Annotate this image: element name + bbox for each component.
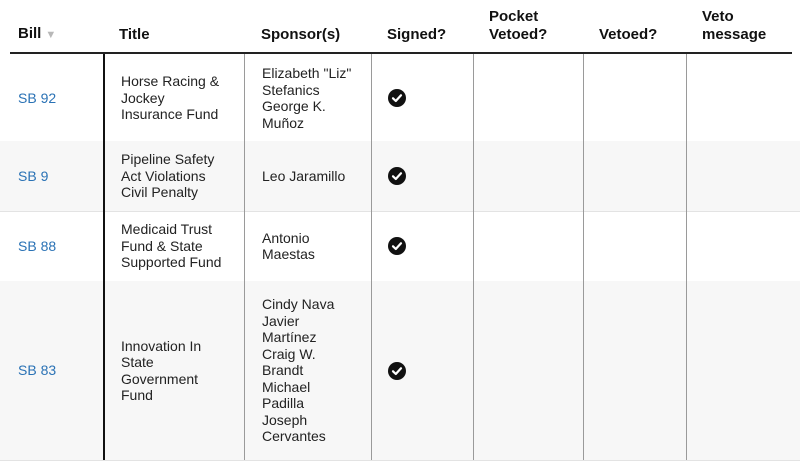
table-row <box>0 211 800 281</box>
sponsors-cell <box>262 55 351 141</box>
column-header-pocket-line1: Pocket <box>489 8 539 25</box>
bill-title <box>121 221 221 271</box>
sponsor-line: Brandt <box>262 362 304 379</box>
check-circle-icon <box>388 89 406 107</box>
title-cell <box>121 141 214 211</box>
bill-link[interactable]: SB 9 <box>18 167 49 184</box>
column-header-veto-line2: message <box>702 26 767 43</box>
sponsors-cell <box>262 141 345 211</box>
bill-cell <box>18 55 56 141</box>
table-row <box>0 281 800 460</box>
bill-link[interactable]: SB 88 <box>18 237 57 254</box>
column-header-pocket-line2: Vetoed? <box>489 26 548 43</box>
check-circle-icon <box>388 167 406 185</box>
column-divider-title <box>103 54 105 460</box>
sponsor-line: Leo Jaramillo <box>262 167 346 184</box>
bill-title <box>121 338 201 404</box>
sponsor-line: Craig W. <box>262 345 316 362</box>
sponsor-line: Antonio <box>262 229 310 246</box>
column-header-vetoed: Vetoed? <box>599 26 658 43</box>
sponsor-line: Martínez <box>262 329 317 346</box>
bill-cell <box>18 141 48 211</box>
bill-cell <box>18 211 56 281</box>
bill-link[interactable]: SB 92 <box>18 89 57 106</box>
bill-cell <box>18 281 56 460</box>
column-header-signed: Signed? <box>387 26 447 43</box>
sponsor-line: Muñoz <box>262 114 305 131</box>
check-circle-icon <box>388 362 406 380</box>
sponsor-list <box>262 296 334 445</box>
bill-title-line: Fund <box>121 387 153 403</box>
bill-title-line: Pipeline Safety <box>121 151 215 168</box>
sponsor-list <box>262 168 345 185</box>
table-row <box>0 55 800 141</box>
bill-title-line: Insurance Fund <box>121 106 219 123</box>
column-header-sponsors: Sponsor(s) <box>261 26 341 43</box>
column-header-veto-message <box>702 8 766 44</box>
bill-title-line: Act Violations <box>121 167 206 184</box>
sponsor-line: Michael <box>262 378 311 395</box>
sponsor-line: Cindy Nava <box>262 296 335 313</box>
table-header <box>0 0 800 54</box>
sponsors-cell <box>262 281 334 460</box>
column-header-pocket-vetoed <box>489 8 547 44</box>
bill-title-line: Jockey <box>121 89 165 106</box>
title-cell <box>121 211 221 281</box>
title-cell <box>121 55 219 141</box>
sponsor-line: Javier <box>262 312 300 329</box>
bill-title-line: Fund & State <box>121 237 203 254</box>
sponsors-cell <box>262 211 315 281</box>
bill-title <box>121 73 219 123</box>
bill-title-line: Horse Racing & <box>121 73 220 90</box>
bill-title-line: Government <box>121 370 199 387</box>
column-header-veto-line1: Veto <box>702 8 734 25</box>
bill-title-line: Innovation In <box>121 337 202 354</box>
table-row <box>0 141 800 211</box>
column-divider-sponsors <box>244 54 245 460</box>
column-divider-vetoed <box>583 54 584 460</box>
header-divider <box>10 52 792 54</box>
sponsor-line: Maestas <box>262 246 315 262</box>
bill-title-line: Supported Fund <box>121 254 222 271</box>
sponsor-line: Elizabeth "Liz" <box>262 65 352 81</box>
sponsor-list <box>262 230 315 263</box>
title-cell <box>121 281 201 460</box>
bill-link[interactable]: SB 83 <box>18 362 57 379</box>
column-header-title: Title <box>119 26 150 43</box>
bill-title <box>121 151 214 201</box>
column-header-bill[interactable] <box>18 25 56 44</box>
column-divider-veto-message <box>686 54 687 460</box>
bill-title-line: State <box>121 354 154 370</box>
check-circle-icon <box>388 237 406 255</box>
sponsor-line: Padilla <box>262 395 305 412</box>
column-divider-pocket <box>473 54 474 460</box>
sponsor-line: Joseph <box>262 411 308 428</box>
bill-title-line: Medicaid Trust <box>121 221 213 238</box>
column-divider-signed <box>371 54 372 460</box>
bill-title-line: Civil Penalty <box>121 184 199 201</box>
column-header-bill-label: Bill <box>18 25 42 42</box>
sponsor-line: Stefanics <box>262 81 320 98</box>
sponsor-line: George K. <box>262 98 326 114</box>
sponsor-list <box>262 65 351 131</box>
sponsor-line: Cervantes <box>262 428 326 445</box>
sort-down-icon[interactable]: ▼ <box>45 29 57 41</box>
